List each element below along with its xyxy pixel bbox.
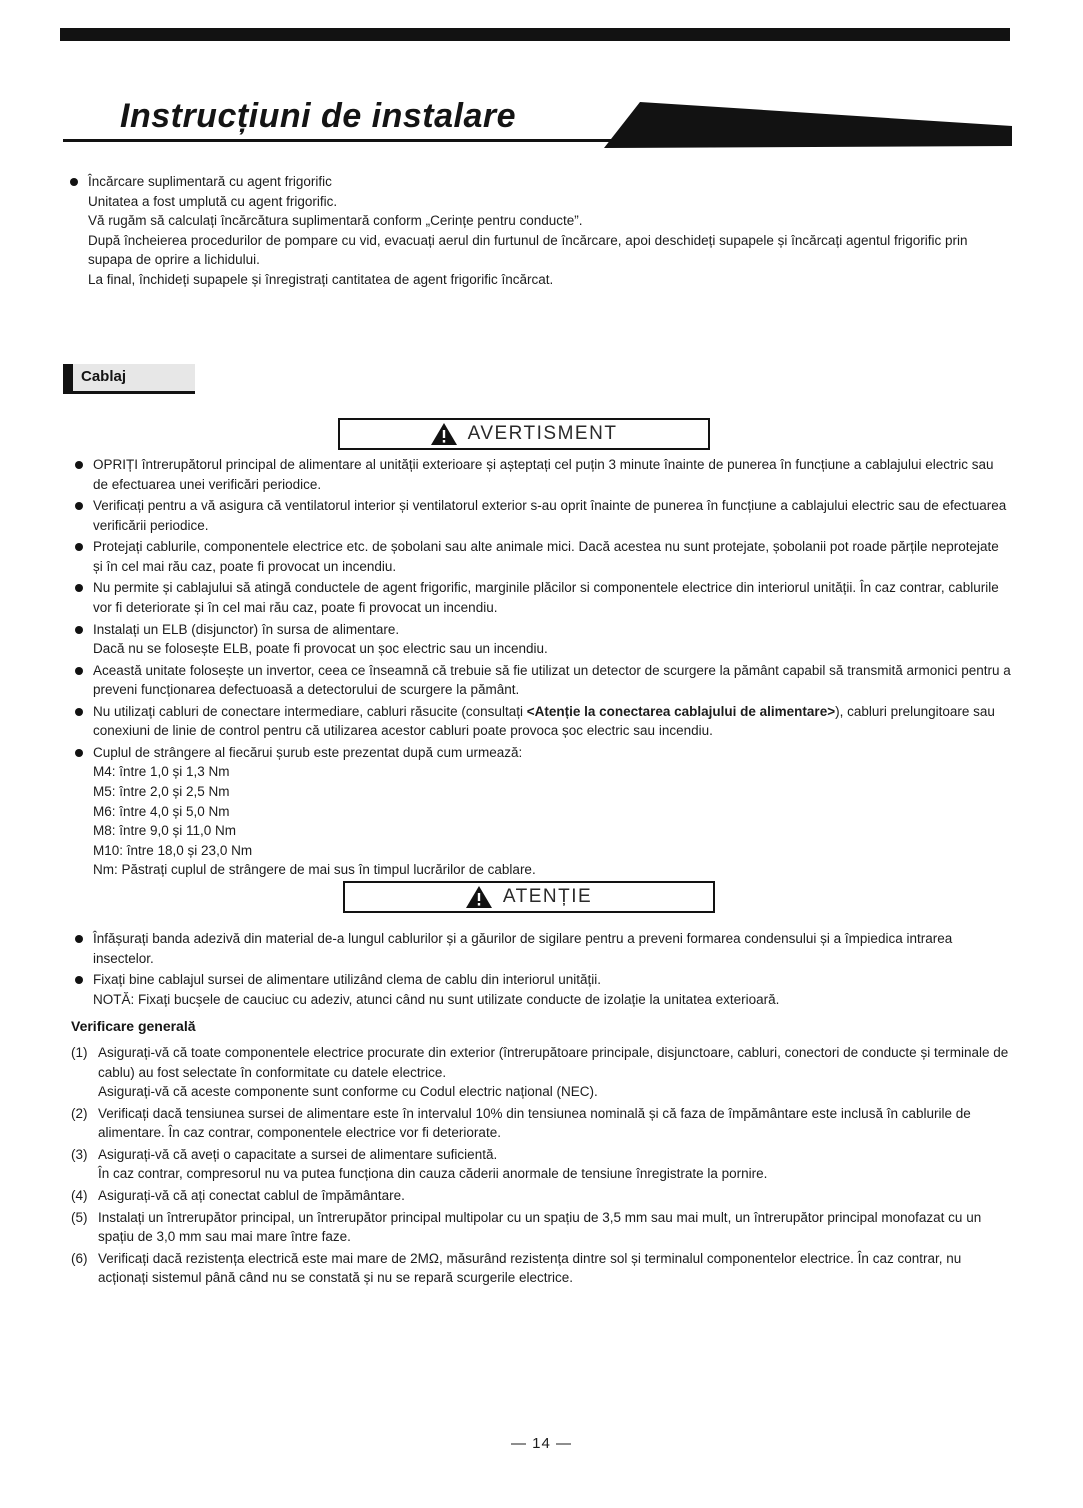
- item-text: [98, 1186, 1011, 1206]
- item-text-segment: Nu permite și cablajului să atingă conductele de agent frigorific, marginile plăcilor si componentele electrice din interiorul unității. În caz contrar, cablurile vor fi deteriorate și în cel mai rău caz, poate fi provocat un incendiu.: [93, 580, 999, 615]
- item-text-segment: Fixați bine cablajul sursei de alimentare utilizând clema de cablu din interiorul unității.: [93, 972, 602, 988]
- item-text: [93, 620, 1012, 640]
- item-text: [98, 1145, 1011, 1165]
- warning-triangle-icon: [431, 423, 457, 445]
- bullet-dot: [75, 935, 83, 943]
- numbered-item: [71, 1145, 1011, 1184]
- header-rule-bar: [60, 28, 1010, 41]
- item-text-segment: Instalați un ELB (disjunctor) în sursa de alimentare.: [93, 621, 400, 637]
- item-text: [93, 578, 1012, 617]
- item-text-bold: <Atenție la conectarea cablajului de alimentare>: [526, 703, 836, 719]
- numbered-item: [71, 1186, 1011, 1206]
- item-body: [93, 578, 1012, 617]
- item-subline: M8: între 9,0 și 11,0 Nm: [93, 823, 237, 839]
- bullet-dot: [75, 708, 83, 716]
- item-subline: Vă rugăm să calculați încărcătura suplimentară conform „Cerințe pentru conducte”.: [88, 213, 583, 229]
- numbered-item: [71, 1104, 1011, 1143]
- section-heading-label: Cablaj: [73, 364, 195, 391]
- item-body: [93, 537, 1012, 576]
- item-text-segment: Verificați dacă tensiunea sursei de alimentare este în intervalul 10% din tensiunea nominală și că faza de împământare este inclusă în cablurile de alimentare. În caz contrar, componentele electrice vor fi deteriorate.: [98, 1105, 971, 1141]
- item-body: [93, 929, 1012, 968]
- bullet-item: [75, 743, 1012, 880]
- item-text: [98, 1043, 1011, 1082]
- bullet-dot: [75, 461, 83, 469]
- item-text-segment: Cuplul de strângere al fiecărui șurub este prezentat după cum urmează:: [93, 744, 523, 760]
- page-number: — 14 —: [510, 1435, 573, 1452]
- bullet-item: [75, 455, 1012, 494]
- item-text: [88, 172, 1005, 192]
- item-subline: M6: între 4,0 și 5,0 Nm: [93, 803, 230, 819]
- item-text: [98, 1249, 1011, 1288]
- caution-label: ATENȚIE: [502, 886, 593, 908]
- item-text-segment: Asigurați-vă că aveți o capacitate a sursei de alimentare suficientă.: [98, 1146, 498, 1162]
- caution-box: [343, 881, 715, 913]
- general-check-list: [71, 1043, 1011, 1290]
- item-text-segment: Verificați pentru a vă asigura că ventilatorul interior și ventilatorul exterior s-au oprit înainte de punerea în funcțiune a cablajului electric sau de efectuarea verificării periodice.: [93, 498, 1007, 533]
- item-text: [93, 970, 1012, 990]
- item-text-segment: Nu utilizați cabluri de conectare intermediare, cabluri răsucite (consultați: [93, 703, 527, 719]
- item-number: (2): [71, 1105, 88, 1121]
- item-subline: M5: între 2,0 și 2,5 Nm: [93, 784, 230, 799]
- bullet-dot: [75, 626, 83, 634]
- item-subline: NOTĂ: Fixați bucșele de cauciuc cu adeziv, atunci când nu sunt utilizate conducte de izolație la unitatea exterioară.: [93, 991, 780, 1007]
- item-body: [98, 1186, 1011, 1206]
- item-number: (3): [71, 1146, 88, 1162]
- bullet-item: [75, 578, 1012, 617]
- item-body: [93, 743, 1012, 880]
- bullet-dot: [75, 502, 83, 510]
- item-text-segment: Asigurați-vă că toate componentele electrice procurate din exterior (întrerupătoare principale, disjunctoare, cabluri, conectori de conducte și terminale de cablu) au fost selectate în conformitate cu datele electrice.: [98, 1045, 1009, 1080]
- item-text: [98, 1208, 1011, 1247]
- item-number: (6): [71, 1250, 88, 1266]
- bullet-dot: [70, 178, 78, 186]
- item-text-segment: Protejați cablurile, componentele electrice etc. de șobolani sau alte animale mici. Dacă acestea nu sunt protejate, șobolanii pot roade părțile neprotejate și în cel mai rău caz, poate fi provocat un incendiu.: [93, 539, 999, 574]
- warning-label: AVERTISMENT: [467, 423, 618, 445]
- general-check-heading: Verificare generală: [71, 1018, 196, 1034]
- warning-triangle-icon: [466, 886, 492, 908]
- item-body: [93, 970, 1012, 1009]
- item-text: [98, 1104, 1011, 1143]
- numbered-item: [71, 1043, 1011, 1102]
- item-text-segment: Verificați dacă rezistența electrică este mai mare de 2MΩ, măsurând rezistența dintre sol și terminalul componentelor electrice. În caz contrar, nu acționați sistemul până când nu se constată și nu se repară scurgerile electrice.: [98, 1250, 962, 1286]
- item-text-segment: ), cabluri prelungitoare sau conexiuni de linie de control pentru că utilizarea acestor cabluri poate provoca șoc electric sau incendiu.: [93, 703, 995, 739]
- item-text-segment: Asigurați-vă că ați conectat cablul de împământare.: [98, 1187, 405, 1203]
- warning-list: [75, 455, 1012, 882]
- bullet-item: [75, 620, 1012, 659]
- bullet-dot: [75, 976, 83, 984]
- item-body: [98, 1145, 1011, 1184]
- page-title: Instrucțiuni de instalare: [120, 97, 517, 135]
- numbered-item: [71, 1208, 1011, 1247]
- item-subline: După încheierea procedurilor de pompare cu vid, evacuați aerul din furtunul de încărcare, apoi deschideți supapele și încărcați agentul frigorific prin supapa de oprire a lichidului.: [88, 232, 968, 268]
- item-subline: Asigurați-vă că aceste componente sunt conforme cu Codul electric național (NEC).: [98, 1084, 598, 1100]
- bullet-dot: [75, 543, 83, 551]
- numbered-item: [71, 1249, 1011, 1288]
- bullet-item: [75, 929, 1012, 968]
- item-number: (5): [71, 1209, 88, 1225]
- item-body: [98, 1104, 1011, 1143]
- item-text: [93, 455, 1012, 494]
- item-text: [93, 929, 1012, 968]
- bullet-item: [75, 537, 1012, 576]
- item-text: [93, 661, 1012, 700]
- item-body: [98, 1249, 1011, 1288]
- item-body: [93, 620, 1012, 659]
- item-subline: La final, închideți supapele și înregistrați cantitatea de agent frigorific încărcat.: [88, 271, 554, 287]
- item-text-segment: OPRIȚI întrerupătorul principal de alimentare al unității exterioare și așteptați cel puțin 3 minute înainte de punerea în funcțiune a cablajului electric sau de efectuarea unei verificări periodice.: [93, 457, 994, 492]
- item-body: [93, 661, 1012, 700]
- item-subline: M4: între 1,0 și 1,3 Nm: [93, 764, 230, 780]
- item-body: [98, 1208, 1011, 1247]
- bullet-item: [75, 661, 1012, 700]
- item-body: [93, 455, 1012, 494]
- warning-box: [338, 418, 710, 450]
- item-text-segment: Înfășurați banda adezivă din material de-a lungul cablurilor și a găurilor de sigilare pentru a preveni formarea condensului și a împiedica intrarea insectelor.: [93, 931, 953, 966]
- title-underline: [63, 139, 623, 142]
- item-body: [93, 702, 1012, 741]
- bullet-item: [75, 970, 1012, 1009]
- item-text: [93, 743, 1012, 763]
- bullet-item: [70, 172, 1005, 289]
- bullet-dot: [75, 584, 83, 592]
- bullet-dot: [75, 667, 83, 675]
- item-subline: Unitatea a fost umplută cu agent frigorific.: [88, 193, 338, 209]
- item-text-segment: Instalați un întrerupător principal, un întrerupător principal multipolar cu un spațiu de 3,5 mm sau mai mult, un întrerupător principal monofazat cu un spațiu de 3,0 mm sau mai mare între faze.: [98, 1209, 982, 1245]
- item-text: [93, 496, 1012, 535]
- item-subline: În caz contrar, compresorul nu va putea funcționa din cauza căderii anormale de tensiune înregistrate la pornire.: [98, 1166, 768, 1182]
- item-text-segment: Încărcare suplimentară cu agent frigorific: [88, 174, 332, 189]
- item-text-segment: Această unitate folosește un invertor, ceea ce înseamnă că trebuie să fie utilizat un detector de scurgere la pământ capabil să transmită armonici pentru a preveni funcționarea defectuoasă a detectorului de scurgere la pământ.: [93, 662, 1011, 698]
- item-text: [93, 537, 1012, 576]
- item-text: [93, 702, 1012, 741]
- refrigerant-charge-section: [70, 172, 1005, 291]
- caution-list: [75, 929, 1012, 1011]
- bullet-item: [75, 702, 1012, 741]
- item-number: (1): [71, 1045, 88, 1060]
- section-heading-cablaj: [63, 364, 195, 394]
- item-subline: Dacă nu se folosește ELB, poate fi provocat un șoc electric sau un incendiu.: [93, 641, 548, 657]
- item-body: [88, 172, 1005, 289]
- bullet-dot: [75, 749, 83, 757]
- item-body: [93, 496, 1012, 535]
- item-body: [98, 1043, 1011, 1102]
- bullet-item: [75, 496, 1012, 535]
- item-subline: M10: între 18,0 și 23,0 Nm: [93, 842, 253, 858]
- item-subline: Nm: Păstrați cuplul de strângere de mai sus în timpul lucrărilor de cablare.: [93, 862, 536, 878]
- item-number: (4): [71, 1187, 88, 1203]
- title-decoration-wedge: [598, 102, 1012, 150]
- section-tab-bar: [63, 364, 73, 391]
